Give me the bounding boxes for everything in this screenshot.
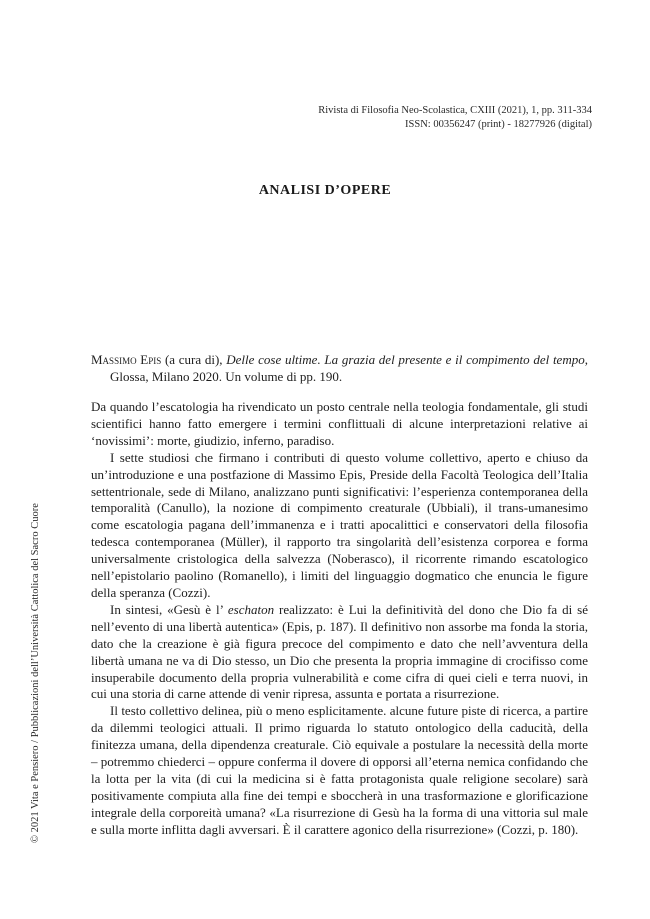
section-title: ANALISI D’OPERE (258, 183, 392, 198)
paragraph-3 (91, 602, 588, 703)
paragraph-3-rest: realizzato: è Lui la definitività del dono che Dio fa di sé nell’evento di una libertà autentica» (Epis, p. 187). Il definitivo non assorbe ma fonda la storia, dato che la creazione è già figura precoce del compimento e dato che nell’avventura della libertà umana ne va di Dio stesso, un Dio che presenta la propria immagine di crocifisso come insuperabile documento della propria vulnerabilità e come cifra di quei cieli e terra nuovi, in cui una storia di carne attende di venir ripresa, assunta e portata a risurrezione. (91, 601, 588, 702)
book-citation (91, 351, 588, 385)
journal-header (318, 104, 592, 132)
paragraph-2: I sette studiosi che firmano i contributi di questo volume collettivo, aperto e chiuso da un’introduzione e una postfazione di Massimo Epis, Preside della Facoltà Teologica dell’Italia settentrionale, sede di Milano, analizzano punti significativi: l’esperienza contemporanea della temporalità (Canullo), la nozione di compimento creaturale (Ubbiali), il trans-umanesimo come escatologia pagana dell’immanenza e i tratti apocalittici e conservatori della filosofia tedesca contemporanea (Müller), il rapporto tra singolarità dell’esistenza corporea e forma universalmente cristologica della salvezza (Noberasco), il ricorrente rimando escatologico nell’epistolario paolino (Romanello), i limiti del linguaggio dogmatico che enuncia le figure della speranza (Cozzi). (91, 449, 588, 600)
review-body (91, 399, 588, 839)
issn-line: ISSN: 00356247 (print) - 18277926 (digital) (405, 119, 592, 130)
citation-editor-note: (a cura di), (161, 352, 227, 367)
journal-citation-line: Rivista di Filosofia Neo-Scolastica, CXIII (2021), 1, pp. 311-334 (318, 105, 592, 116)
copyright-notice: © 2021 Vita e Pensiero / Pubblicazioni dell’Università Cattolica del Sacro Cuore (30, 503, 41, 843)
citation-author: Massimo Epis (91, 352, 162, 367)
citation-publisher-details: , Glossa, Milano 2020. Un volume di pp. 190. (110, 352, 588, 384)
paragraph-1: Da quando l’escatologia ha rivendicato un posto centrale nella teologia fondamentale, gli studi scientifici hanno fatto emergere i termini conflittuali di alcune interpretazioni relative ai ‘novissimi’: morte, giudizio, inferno, paradiso. (91, 399, 588, 448)
citation-book-title: Delle cose ultime. La grazia del presente e il compimento del tempo (226, 352, 585, 367)
paragraph-3-opening: In sintesi, «Gesù è l’ (110, 601, 228, 617)
paragraph-3-italic-term: eschaton (227, 601, 275, 617)
paragraph-4: Il testo collettivo delinea, più o meno esplicitamente. alcune future piste di ricerca, a partire da dilemmi teologici attuali. Il primo riguarda lo statuto ontologico della caducità, della finitezza umana, della dipendenza creaturale. Ciò equivale a postulare la necessità della morte – potremmo chiederci – oppure conferma il dovere di opporsi all’eterna nemica confidando che la lotta per la vita (di cui la medicina si è fatta protagonista quale religione secolare) sarà positivamente compiuta alla fine dei tempi e sboccherà in una trasformazione e glorificazione integrale della corporeità umana? «La risurrezione di Gesù ha la forma di una vittoria sul male e sulla morte inflitta dagli avversari. È il carattere agonico della risurrezione» (Cozzi, p. 180). (91, 703, 588, 837)
